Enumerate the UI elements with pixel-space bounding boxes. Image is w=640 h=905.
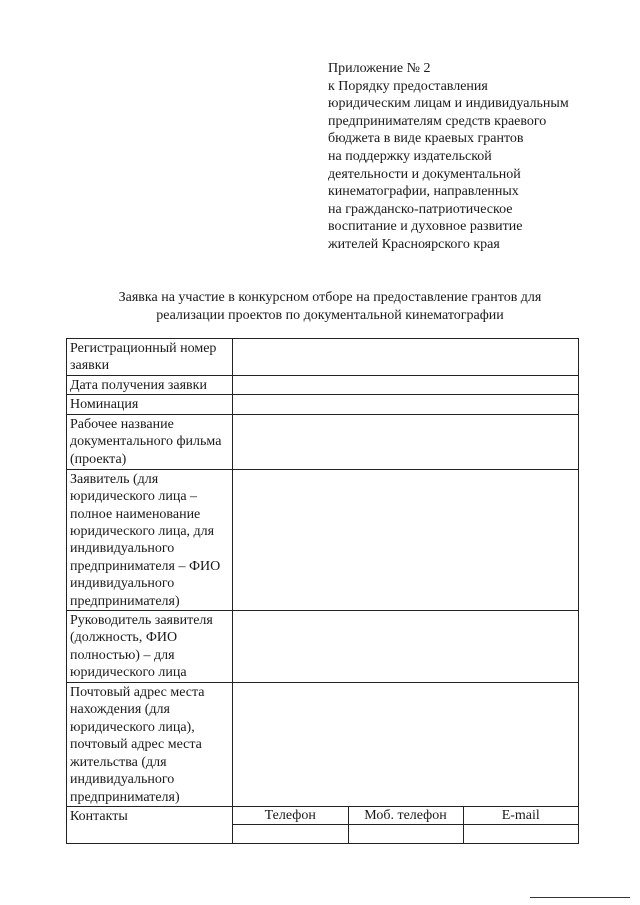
contacts-col-phone: Телефон [264, 807, 316, 823]
field-value-film-title[interactable] [233, 414, 579, 469]
appendix-line: воспитание и духовное развитие [328, 219, 523, 235]
appendix-line: бюджета в виде краевых грантов [328, 131, 524, 147]
contacts-value-mobile[interactable] [348, 825, 463, 843]
contacts-subtable [233, 807, 578, 843]
field-label-nomination: Номинация [67, 395, 233, 414]
appendix-heading [328, 60, 618, 254]
form-title-line: Заявка на участие в конкурсном отборе на предоставление грантов для [118, 290, 542, 305]
field-value-director[interactable] [233, 611, 579, 683]
appendix-line: на гражданско-патриотическое [328, 201, 513, 217]
field-label-contacts: Контакты [67, 806, 233, 843]
appendix-line: жителей Красноярского края [328, 236, 500, 252]
contacts-col-email: E-mail [463, 807, 578, 825]
form-title-line: реализации проектов по документальной кинематографии [156, 307, 504, 323]
contacts-value-email[interactable] [463, 825, 578, 843]
page-footer-rule [530, 897, 630, 898]
appendix-line: предпринимателям средств краевого [328, 113, 547, 129]
appendix-line: юридическим лицам и индивидуальным [328, 96, 569, 112]
appendix-line: на поддержку издательской [328, 148, 492, 164]
appendix-line: кинематографии, направленных [328, 184, 519, 200]
field-value-registration-number[interactable] [233, 339, 579, 376]
table-row [67, 414, 579, 469]
table-row [67, 469, 579, 610]
table-row [67, 806, 579, 843]
form-title [60, 289, 600, 324]
table-row [67, 395, 579, 414]
field-value-nomination[interactable] [233, 395, 579, 414]
field-label-registration-number: Регистрационный номер заявки [67, 339, 233, 376]
table-row [67, 683, 579, 807]
field-label-director: Руководитель заявителя (должность, ФИО полностью) – для юридического лица [67, 611, 233, 683]
field-value-receipt-date[interactable] [233, 376, 579, 395]
field-label-film-title: Рабочее название документального фильма (проекта) [67, 414, 233, 469]
appendix-line: к Порядку предоставления [328, 78, 488, 94]
field-label-postal-address: Почтовый адрес места нахождения (для юридического лица), почтовый адрес места жительства (для индивидуального предпринимателя) [67, 683, 233, 807]
application-table [66, 338, 579, 844]
appendix-line: деятельности и документальной [328, 166, 521, 182]
appendix-line: Приложение № 2 [328, 61, 431, 76]
field-label-receipt-date: Дата получения заявки [67, 376, 233, 395]
field-value-applicant[interactable] [233, 469, 579, 610]
table-row [67, 339, 579, 376]
table-row [67, 611, 579, 683]
field-value-postal-address[interactable] [233, 683, 579, 807]
contacts-value-phone[interactable] [233, 825, 348, 843]
contacts-cell [233, 806, 579, 843]
field-label-applicant: Заявитель (для юридического лица – полное наименование юридического лица, для индивидуального предпринимателя – ФИО индивидуального предпринимателя) [67, 469, 233, 610]
contacts-col-mobile: Моб. телефон [348, 807, 463, 825]
table-row [67, 376, 579, 395]
